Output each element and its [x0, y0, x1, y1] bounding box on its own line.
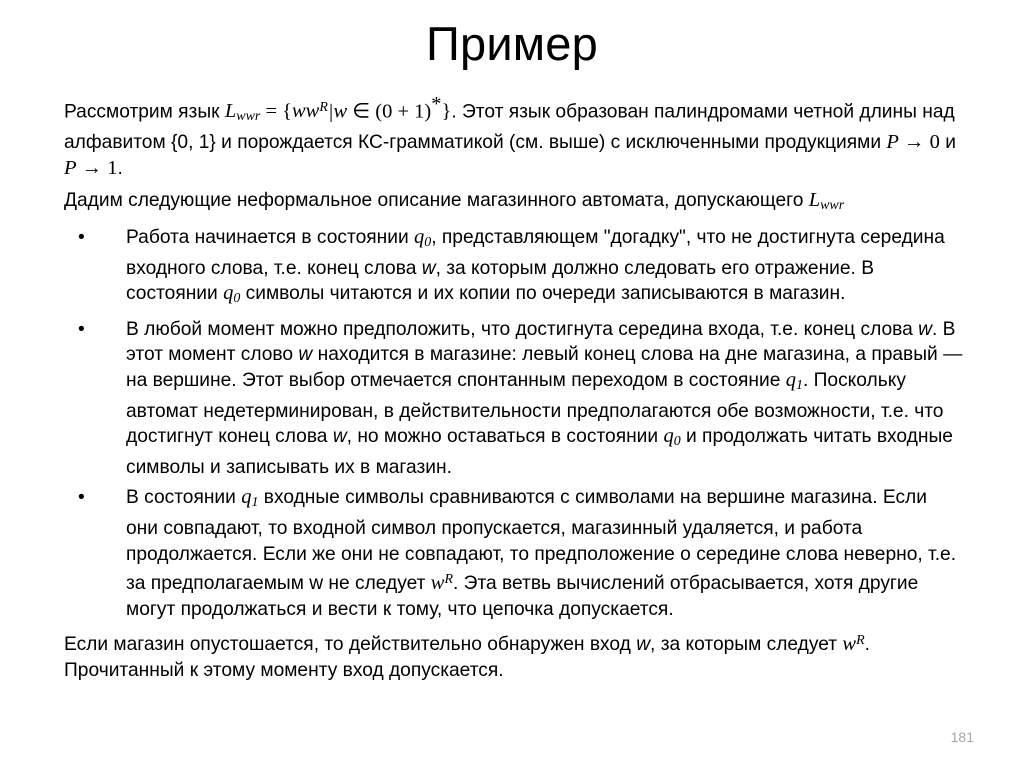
math-kleene-star: *	[431, 93, 442, 115]
bullet-3-text-1: В состоянии	[126, 487, 242, 509]
math-ww-superscript: R	[319, 100, 328, 116]
math-state-q0-a	[414, 226, 431, 248]
list-item	[64, 225, 964, 312]
math-q-subscript-3: 1	[796, 378, 803, 394]
bullet-3-text-3: . Эта ветвь вычислений отбрасывается, хотя другие могут продолжаться и вести к тому, что цепочка допускается.	[126, 573, 919, 620]
math-language-symbol	[224, 100, 261, 125]
math-L: L	[224, 100, 237, 123]
bullet-2-text-5: , но можно оставаться в состоянии	[346, 426, 664, 448]
math-q-subscript-2: 0	[233, 291, 241, 307]
page-number: 181	[950, 729, 974, 745]
math-q-4: q	[663, 425, 674, 448]
math-production-P2: P	[64, 156, 77, 179]
bullet-2-text-6: и продолжать читать входные символы и записывать их в магазин.	[126, 426, 953, 478]
math-L-subscript: wwr	[236, 109, 261, 125]
math-q-2: q	[223, 282, 234, 305]
math-q-5: q	[241, 486, 252, 509]
math-L-subscript-2: wwr	[820, 198, 845, 214]
math-word-w-reverse-2	[842, 633, 864, 655]
math-bar-w: |w	[327, 100, 348, 123]
list-item	[64, 317, 964, 481]
math-state-q0-b	[223, 282, 241, 307]
intro-p1-text-2: . Этот язык образован палиндромами четной длины над алфавитом {0, 1} и порождается КС-грамматикой (см. выше) с исключенными продукциями	[64, 101, 955, 154]
math-word-w-1: w	[421, 257, 436, 279]
math-q-subscript-5: 1	[251, 495, 259, 511]
slide-body	[64, 92, 964, 683]
math-state-q1-a	[785, 368, 803, 394]
math-close-brace: }	[441, 100, 452, 123]
math-state-q1-b	[241, 486, 259, 511]
list-item	[64, 485, 964, 622]
math-w-base: w	[430, 572, 445, 595]
final-text-2: , за которым следует	[650, 634, 843, 656]
bullet-2-text-3: находится в магазине: левый конец слова на дне магазина, а правый — на вершине. Этот выбор отмечается спонтанным переходом в состояние	[126, 344, 963, 391]
math-w-superscript-R: R	[444, 572, 453, 588]
math-production-arrow-1: → 0	[898, 131, 940, 154]
math-state-q0-c	[663, 425, 681, 450]
final-text-1: Если магазин опустошается, то действительно обнаружен вход	[64, 634, 637, 656]
bullet-2-text-2: . В этот момент слово	[126, 318, 956, 366]
intro-p1-text-1: Рассмотрим язык	[64, 101, 225, 123]
math-L-2: L	[808, 189, 821, 212]
math-word-w-final: w	[636, 634, 651, 656]
bullet-marker-icon: •	[78, 226, 85, 248]
math-q-subscript-4: 0	[673, 434, 681, 450]
intro-p2-text-1: Дадим следующие неформальное описание магазинного автомата, допускающего	[64, 190, 809, 212]
bullet-3-text-2: входные символы сравниваются с символами на вершине магазина. Если они совпадают, то входной символ пропускается, магазинный удаляется, и работа продолжается. Если же они не совпадают, то предположение о середине слова неверно, т.е. за предполагаемым w не следует	[126, 487, 957, 595]
math-w-base-2: w	[842, 633, 857, 656]
math-w-superscript-R-2: R	[856, 633, 865, 649]
intro-paragraph-1	[64, 92, 964, 181]
math-production-arrow-2: → 1	[76, 156, 118, 179]
math-word-w-2c: w	[332, 426, 347, 448]
math-membership: ∈ (0 + 1)	[347, 100, 432, 123]
math-language-symbol-2	[808, 189, 845, 214]
math-production-P1: P	[886, 131, 899, 154]
intro-p1-text-4: .	[117, 157, 123, 179]
bullet-1-text-2: , представляющем "догадку", что не достигнута середина входного слова, т.е. конец слова	[126, 226, 945, 279]
intro-paragraph-2	[64, 188, 964, 219]
bullet-1-text-3: , за которым должно следовать его отражение. В состоянии	[126, 257, 875, 305]
bullet-2-text-4: . Поскольку автомат недетерминирован, в действительности предполагаются обе возможности, т.е. что достигнут конец слова	[126, 369, 944, 448]
math-ww	[292, 100, 328, 122]
math-q: q	[414, 225, 425, 248]
final-paragraph	[64, 628, 964, 683]
bullet-2-text-1: В любой момент можно предположить, что достигнута середина входа, т.е. конец слова	[126, 318, 919, 340]
math-word-w-2b: w	[298, 344, 313, 366]
bullet-1-text-4: символы читаются и их копии по очереди записываются в магазин.	[240, 283, 846, 305]
page-title: Пример	[426, 17, 598, 70]
math-word-w-reverse-1	[431, 572, 453, 594]
final-text-3: . Прочитанный к этому моменту вход допускается.	[64, 634, 870, 681]
math-equals-open: = {	[260, 100, 292, 123]
bullet-marker-icon: •	[78, 318, 85, 340]
math-word-w-2a: w	[918, 318, 933, 340]
math-ww-base: ww	[291, 100, 320, 123]
intro-p1-text-3: и	[939, 132, 956, 154]
bullet-1-text-1: Работа начинается в состоянии	[126, 226, 414, 248]
math-q-subscript: 0	[424, 234, 432, 250]
bullet-list	[64, 225, 964, 622]
math-q-3: q	[785, 368, 796, 391]
bullet-marker-icon: •	[78, 487, 85, 509]
